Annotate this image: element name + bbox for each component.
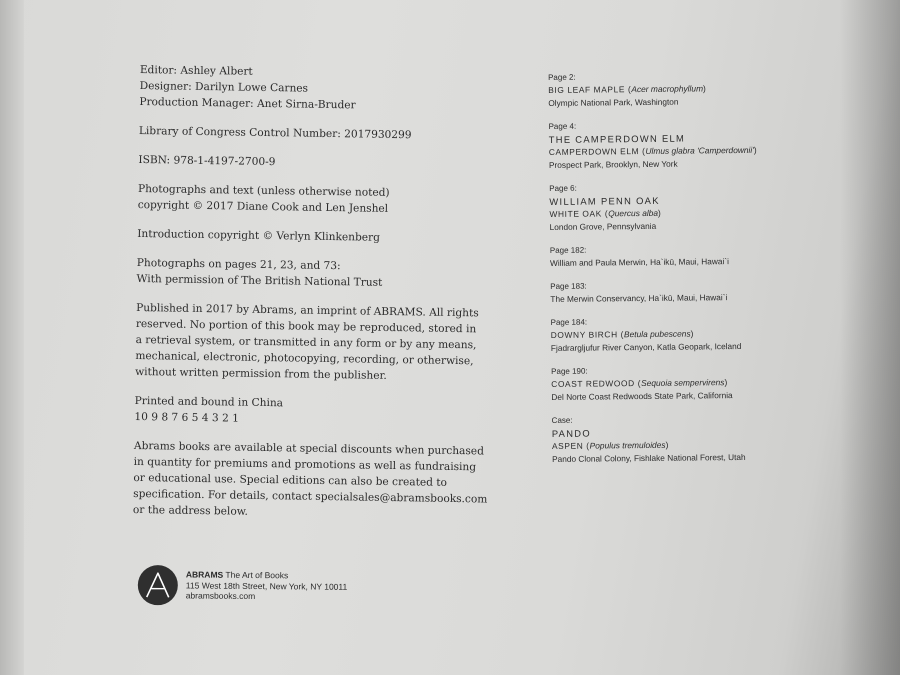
credit-line: Photographs and text (unless otherwise noted) — [137, 182, 390, 199]
caption-location: Olympic National Park, Washington — [548, 96, 679, 108]
species-latin-name: Betula pubescens — [623, 328, 691, 340]
credit-line: or educational use. Special editions can also be created to — [133, 471, 448, 489]
species-common-name: WHITE OAK — [549, 208, 602, 219]
credit-line: mechanical, electronic, photocopying, recording, or otherwise, — [135, 349, 474, 368]
caption-page: Page 2: — [548, 72, 576, 82]
caption-page: Page 4: — [548, 121, 577, 131]
species-common-name: CAMPERDOWN ELM — [548, 146, 640, 157]
caption-entry — [548, 69, 808, 109]
credit-line: in quantity for premiums and promotions as well as fundraising — [133, 455, 477, 474]
caption-entry — [550, 278, 810, 305]
species-common-name: DOWNY BIRCH — [550, 329, 618, 340]
photo-captions — [548, 69, 812, 477]
caption-entry — [549, 180, 810, 233]
caption-entry — [552, 412, 813, 465]
credit-line: Editor: Ashley Albert — [139, 63, 253, 78]
caption-location: Prospect Park, Brooklyn, New York — [548, 158, 678, 170]
caption-species: WHITE OAK (Quercus alba) — [549, 207, 662, 219]
species-latin-name: Quercus alba — [608, 207, 659, 219]
caption-species: COAST REDWOOD (Sequoia sempervirens) — [551, 377, 728, 389]
caption-page: Page 182: — [549, 245, 587, 255]
caption-page: Page 184: — [550, 317, 588, 327]
species-common-name: COAST REDWOOD — [551, 378, 635, 389]
caption-species: CAMPERDOWN ELM (Ulmus glabra 'Camperdownii') — [548, 144, 758, 157]
credit-block — [137, 226, 467, 247]
caption-location: William and Paula Merwin, Ha`ikū, Maui, Hawai`i — [549, 256, 729, 268]
credit-line: reserved. No portion of this book may be reproduced, stored in — [135, 317, 477, 336]
caption-species: DOWNY BIRCH (Betula pubescens) — [550, 328, 695, 340]
species-latin-name: Sequoia sempervirens — [641, 377, 725, 389]
credit-line: copyright © 2017 Diane Cook and Len Jenshel — [137, 198, 389, 215]
caption-title: WILLIAM PENN OAK — [549, 194, 660, 207]
credit-line: Production Manager: Anet Sirna-Bruder — [139, 95, 356, 112]
credit-block — [138, 152, 468, 173]
letter-a-mark — [143, 570, 173, 600]
copyright-credits — [132, 62, 488, 536]
credit-line: or the address below. — [132, 503, 249, 518]
credit-line: Photographs on pages 21, 23, and 73: — [136, 256, 341, 273]
caption-species: ASPEN (Populus tremuloides) — [551, 439, 669, 451]
caption-page: Page 183: — [550, 281, 587, 291]
credit-block — [138, 181, 468, 218]
caption-entry — [551, 314, 811, 354]
caption-title: PANDO — [551, 427, 591, 439]
credit-block — [132, 438, 488, 523]
caption-page: Page 6: — [549, 183, 577, 193]
credit-line: Introduction copyright © Verlyn Klinkenberg — [137, 227, 381, 244]
credit-block — [136, 255, 466, 292]
caption-species: BIG LEAF MAPLE (Acer macrophyllum) — [548, 83, 707, 95]
publisher-website[interactable]: abramsbooks.com — [185, 590, 256, 602]
caption-entry — [550, 242, 810, 269]
publisher-address: 115 West 18th Street, New York, NY 10011 — [185, 580, 348, 592]
species-common-name: ASPEN — [551, 440, 584, 451]
credit-line: Published in 2017 by Abrams, an imprint of ABRAMS. All rights — [136, 301, 479, 320]
credit-line: ISBN: 978-1-4197-2700-9 — [138, 153, 276, 169]
caption-location: Pando Clonal Colony, Fishlake National Forest, Utah — [552, 451, 746, 464]
credit-line: Designer: Darilyn Lowe Carnes — [139, 79, 309, 95]
caption-entry — [551, 363, 811, 403]
caption-location: Del Norte Coast Redwoods State Park, California — [551, 390, 733, 402]
credit-block — [139, 62, 470, 115]
species-latin-name: Populus tremuloides — [589, 439, 666, 451]
publisher-tagline: The Art of Books — [225, 570, 289, 581]
species-latin-name: Ulmus glabra 'Camperdownii' — [645, 144, 754, 156]
credit-block — [139, 123, 469, 144]
page-edge-shadow — [840, 0, 900, 675]
publisher-brand: ABRAMS — [185, 569, 224, 580]
credit-line: 10 9 8 7 6 5 4 3 2 1 — [134, 410, 239, 425]
caption-title: THE CAMPERDOWN ELM — [548, 132, 686, 145]
credit-line: Library of Congress Control Number: 2017930299 — [138, 124, 412, 142]
credit-line: a retrieval system, or transmitted in any form or by any means, — [135, 333, 477, 352]
credit-line: Printed and bound in China — [134, 394, 284, 410]
species-common-name: BIG LEAF MAPLE — [548, 84, 626, 95]
page-gutter — [0, 0, 24, 675]
caption-location: The Merwin Conservancy, Ha`ikū, Maui, Hawai`i — [550, 292, 728, 304]
credit-line: specification. For details, contact specialsales@abramsbooks.com — [133, 487, 488, 506]
species-latin-name: Acer macrophyllum — [631, 83, 704, 95]
caption-location: Fjadrargljufur River Canyon, Katla Geopark, Iceland — [550, 340, 742, 353]
abrams-logo-icon — [138, 565, 178, 605]
credit-line: without written permission from the publisher. — [135, 365, 387, 382]
credit-line: With permission of The British National Trust — [136, 272, 383, 289]
caption-location: London Grove, Pennsylvania — [549, 220, 657, 232]
credit-line: Abrams books are available at special discounts when purchased — [133, 439, 485, 458]
caption-page: Case: — [551, 415, 573, 425]
credit-block — [134, 393, 464, 430]
credit-block — [135, 300, 479, 385]
publisher-address-block — [186, 570, 348, 603]
caption-entry — [549, 118, 810, 171]
caption-page: Page 190: — [551, 366, 588, 376]
publisher-imprint — [138, 565, 348, 607]
